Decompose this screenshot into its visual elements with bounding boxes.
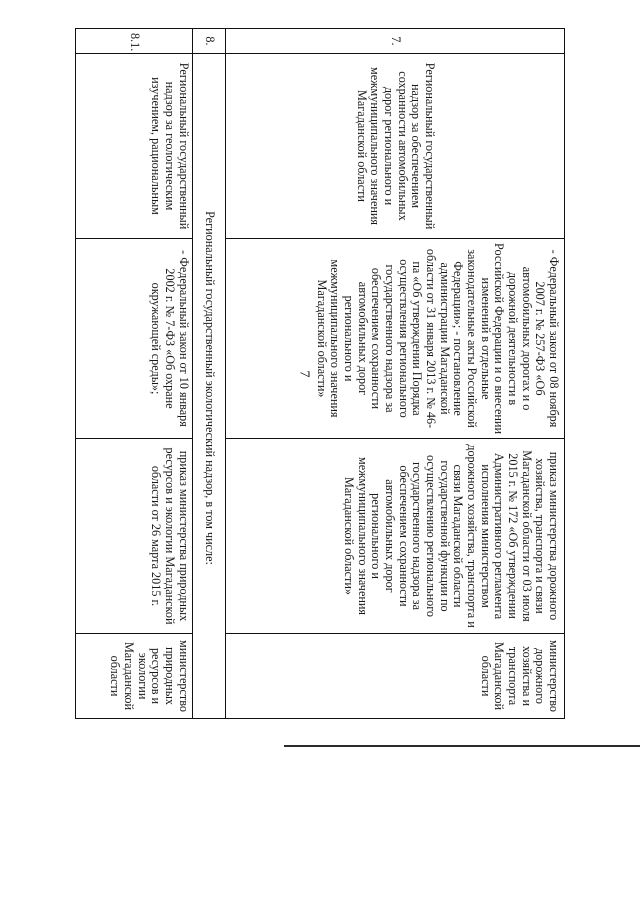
page-number: 7 <box>296 370 312 378</box>
legal-basis-cell: - Федеральный закон от 08 ноября 2007 г. № 257-ФЗ «Об автомобильных дорогах и о дорожной деятельности в Российской Федерации и о внесении изменений в отдельные законодательные акты Российской Федерации»; - постановление администрации Магаданской области от 31 января 2013 г. № 46-па «Об утверждении Порядка осуществления регионального государственного надзора за обеспечением сохранности автомобильных дорог регионального и межмуниципального значения Магаданской области» <box>226 239 565 439</box>
table-row <box>76 29 193 719</box>
row-number: 8.1. <box>76 29 193 54</box>
scan-edge-line <box>284 745 640 747</box>
legal-basis-cell: - Федеральный закон от 10 января 2002 г. № 7-ФЗ «Об охране окружающей среды»; <box>76 239 193 439</box>
supervision-table <box>75 28 565 719</box>
section-title-cell: Региональный государственный экологический надзор, в том числе: <box>192 54 226 719</box>
table-row <box>192 29 226 719</box>
authority-cell: министерство дорожного хозяйства и транспорта Магаданской области <box>226 634 565 719</box>
rotated-table-container <box>75 28 565 718</box>
row-number: 8. <box>192 29 226 54</box>
row-number: 7. <box>226 29 565 54</box>
table-row <box>226 29 565 719</box>
regulation-cell: приказ министерства дорожного хозяйства, транспорта и связи Магаданской области от 03 июля 2015 г. № 172 «Об утверждении Административного регламента исполнения министерством дорожного хозяйства, транспорта и связи Магаданской области государственной функции по осуществлению регионального государственного надзора за обеспечением сохранности автомобильных дорог регионального и межмуниципального значения Магаданской области» <box>226 439 565 634</box>
supervision-type-cell: Региональный государственный надзор за обеспечением сохранности автомобильных дорог регионального и межмуниципального значения Магаданской области <box>226 54 565 239</box>
regulation-cell: приказ министерства природных ресурсов и экологии Магаданской области от 26 марта 2015 г. <box>76 439 193 634</box>
authority-cell: министерство природных ресурсов и экологии Магаданской области <box>76 634 193 719</box>
supervision-type-cell: Региональный государственный надзор за геологическим изучением, рациональным <box>76 54 193 239</box>
